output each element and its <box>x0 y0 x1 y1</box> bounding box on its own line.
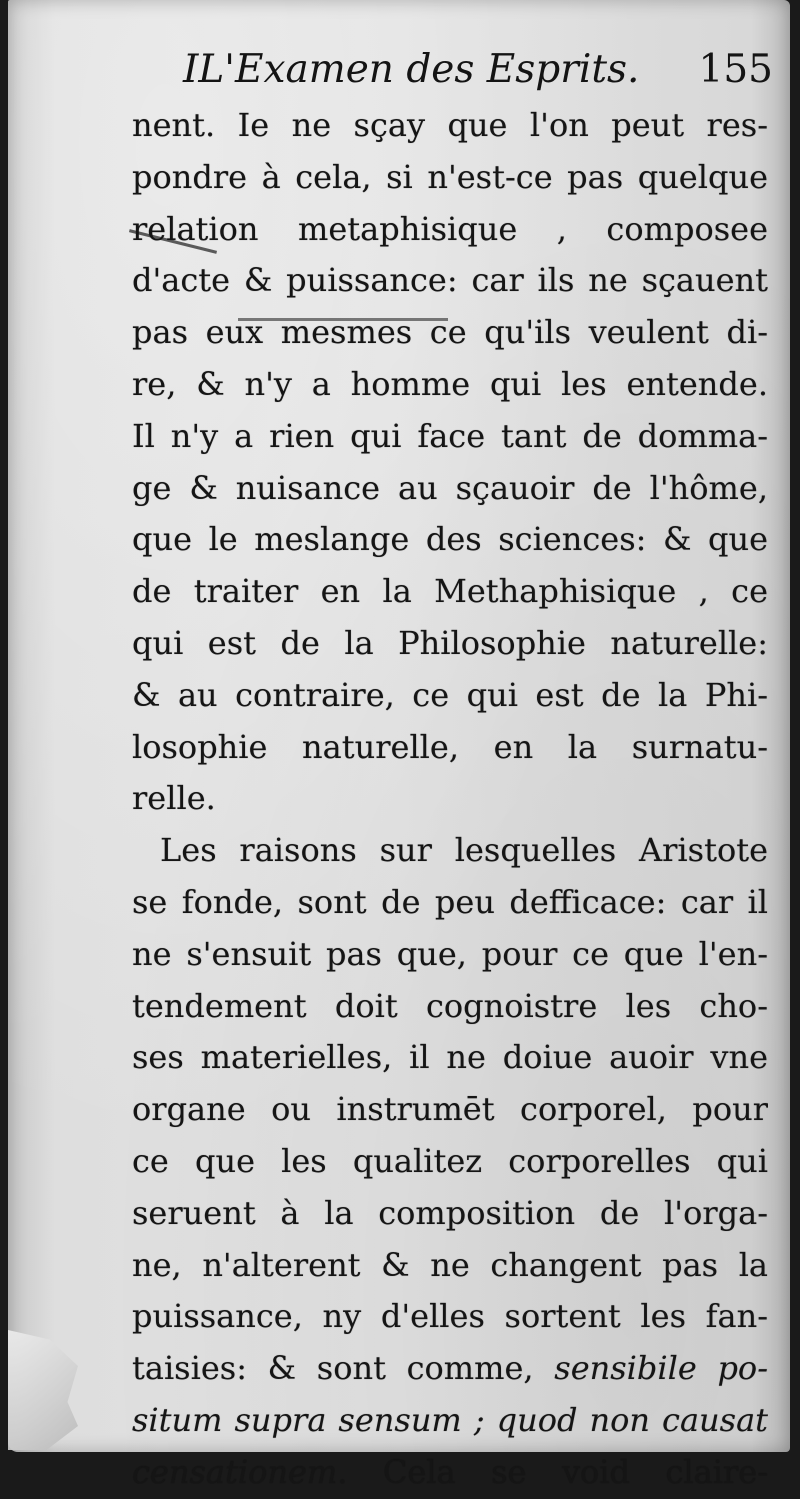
text-line: que le meslange des sciences: & que <box>132 520 768 559</box>
book-page <box>8 0 790 1491</box>
text-line: censationem. Cela se void claire- <box>132 1452 768 1491</box>
text-line: puissance, ny d'elles sortent les fan- <box>132 1297 768 1336</box>
text-line: seruent à la composition de l'orga- <box>132 1193 768 1232</box>
text-line: ce que les qualitez corporelles qui <box>132 1141 768 1180</box>
text-line: losophie naturelle, en la surnatu- <box>132 727 768 766</box>
text-line: de traiter en la Methaphisique , ce <box>132 572 768 611</box>
page-number: 155 <box>698 47 773 92</box>
text-line: Les raisons sur lesquelles Aristote <box>160 831 768 870</box>
text-line: ne s'ensuit pas que, pour ce que l'en- <box>132 934 768 973</box>
latin-italic: situm supra sensum ; quod non causat <box>132 1400 768 1439</box>
text-line: re, & n'y a homme qui les entende. <box>132 364 768 403</box>
text-line: pas eux mesmes ce qu'ils veulent di- <box>132 313 768 352</box>
text-line: nent. Ie ne sçay que l'on peut res- <box>132 106 768 144</box>
text-line: ses materielles, il ne doiue auoir vne <box>132 1038 768 1077</box>
latin-italic: censationem <box>132 1452 338 1491</box>
text-line: relation metaphisique , composee <box>132 209 768 248</box>
running-title: IL'Examen des Esprits. <box>183 47 640 92</box>
text-line: d'acte & puissance: car ils ne sçauent <box>132 261 768 300</box>
text-line: ge & nuisance au sçauoir de l'hôme, <box>132 468 768 507</box>
text-line: qui est de la Philosophie naturelle: <box>132 623 768 662</box>
text-line: relle. <box>132 779 216 818</box>
latin-italic: sensibile po- <box>554 1349 768 1388</box>
text-line: pondre à cela, si n'est-ce pas quelque <box>132 157 768 196</box>
page-header <box>183 42 773 98</box>
text-line: & au contraire, ce qui est de la Phi- <box>132 675 768 714</box>
text-line: organe ou instrumēt corporel, pour <box>132 1090 768 1129</box>
text-line: taisies: & sont comme, sensibile po- <box>132 1349 768 1388</box>
text-line: ne, n'alterent & ne changent pas la <box>132 1245 768 1284</box>
text-line: se fonde, sont de peu defficace: car il <box>132 882 768 921</box>
text-line <box>132 1395 768 1447</box>
text-line: tendement doit cognoistre les cho- <box>132 986 768 1025</box>
body-text <box>132 100 768 1499</box>
text-line: Il n'y a rien qui face tant de domma- <box>132 416 768 455</box>
torn-corner <box>8 1330 78 1450</box>
